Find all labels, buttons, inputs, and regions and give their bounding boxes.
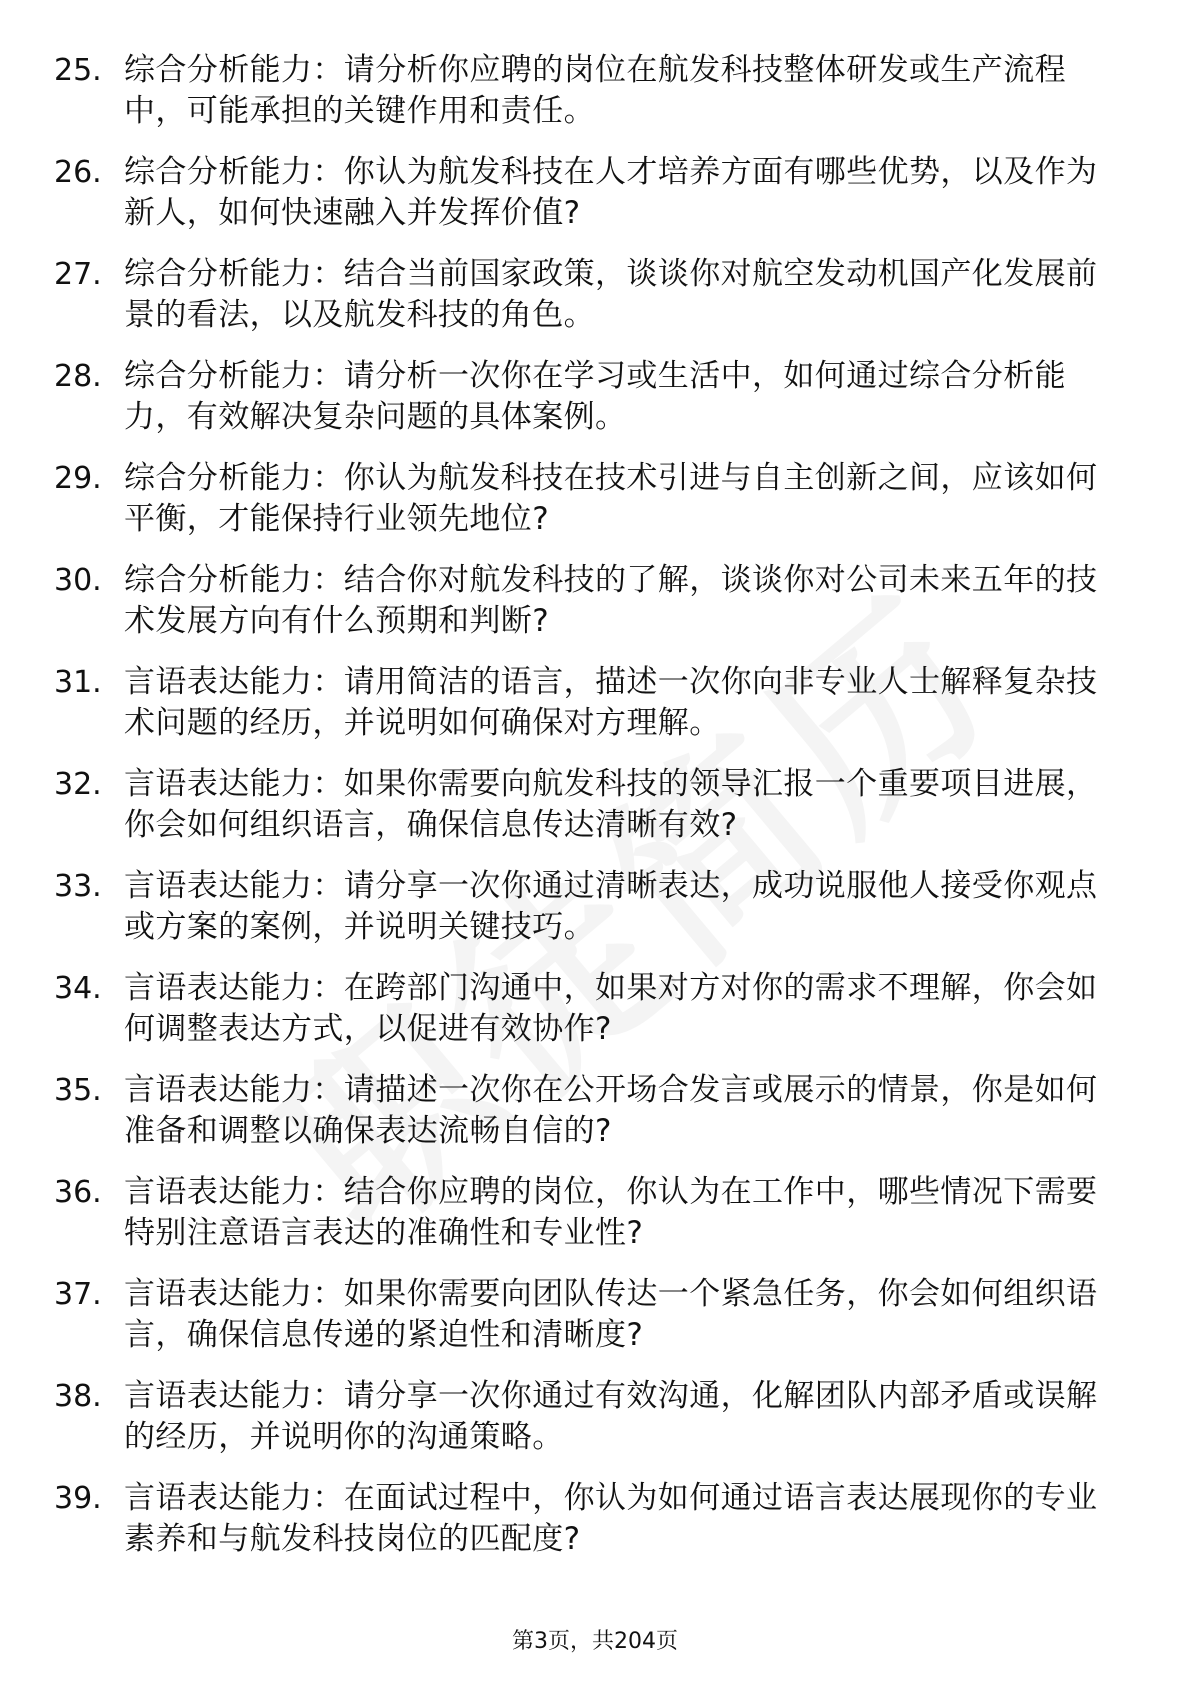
question-text: 言语表达能力：请分享一次你通过有效沟通，化解团队内部矛盾或误解的经历，并说明你的沟通策略。 [124, 1378, 1098, 1455]
question-text: 综合分析能力：结合你对航发科技的了解，谈谈你对公司未来五年的技术发展方向有什么预期和判断? [124, 562, 1098, 639]
page-number: 第3页，共204页 [512, 1629, 678, 1654]
list-item [54, 1070, 1114, 1152]
question-number: 34. [54, 971, 102, 1006]
list-item [54, 1376, 1114, 1458]
question-number: 26. [54, 155, 102, 190]
question-text: 综合分析能力：你认为航发科技在技术引进与自主创新之间，应该如何平衡，才能保持行业领先地位? [124, 460, 1098, 537]
question-number: 28. [54, 359, 102, 394]
question-number: 33. [54, 869, 102, 904]
question-number: 35. [54, 1073, 102, 1108]
list-item [54, 50, 1114, 132]
question-number: 32. [54, 767, 102, 802]
question-number: 39. [54, 1481, 102, 1516]
question-text: 言语表达能力：在面试过程中，你认为如何通过语言表达展现你的专业素养和与航发科技岗位的匹配度? [124, 1480, 1098, 1557]
question-list [54, 50, 1114, 1580]
question-text: 言语表达能力：在跨部门沟通中，如果对方对你的需求不理解，你会如何调整表达方式，以促进有效协作? [124, 970, 1098, 1047]
question-number: 38. [54, 1379, 102, 1414]
question-number: 27. [54, 257, 102, 292]
question-text: 综合分析能力：请分析你应聘的岗位在航发科技整体研发或生产流程中，可能承担的关键作用和责任。 [124, 52, 1066, 129]
question-text: 言语表达能力：如果你需要向团队传达一个紧急任务，你会如何组织语言，确保信息传递的紧迫性和清晰度? [124, 1276, 1098, 1353]
question-text: 言语表达能力：请描述一次你在公开场合发言或展示的情景，你是如何准备和调整以确保表达流畅自信的? [124, 1072, 1098, 1149]
list-item [54, 968, 1114, 1050]
question-number: 29. [54, 461, 102, 496]
question-number: 25. [54, 53, 102, 88]
question-text: 言语表达能力：请用简洁的语言，描述一次你向非专业人士解释复杂技术问题的经历，并说明如何确保对方理解。 [124, 664, 1098, 741]
list-item [54, 458, 1114, 540]
list-item [54, 254, 1114, 336]
question-text: 言语表达能力：如果你需要向航发科技的领导汇报一个重要项目进展，你会如何组织语言，确保信息传达清晰有效? [124, 766, 1098, 843]
question-number: 37. [54, 1277, 102, 1312]
question-number: 30. [54, 563, 102, 598]
question-text: 言语表达能力：结合你应聘的岗位，你认为在工作中，哪些情况下需要特别注意语言表达的准确性和专业性? [124, 1174, 1098, 1251]
list-item [54, 764, 1114, 846]
question-text: 综合分析能力：结合当前国家政策，谈谈你对航空发动机国产化发展前景的看法，以及航发科技的角色。 [124, 256, 1098, 333]
list-item [54, 662, 1114, 744]
list-item [54, 152, 1114, 234]
question-text: 综合分析能力：你认为航发科技在人才培养方面有哪些优势，以及作为新人，如何快速融入并发挥价值? [124, 154, 1098, 231]
question-text: 言语表达能力：请分享一次你通过清晰表达，成功说服他人接受你观点或方案的案例，并说明关键技巧。 [124, 868, 1098, 945]
question-number: 31. [54, 665, 102, 700]
list-item [54, 1274, 1114, 1356]
question-number: 36. [54, 1175, 102, 1210]
list-item [54, 560, 1114, 642]
list-item [54, 1172, 1114, 1254]
list-item [54, 356, 1114, 438]
question-text: 综合分析能力：请分析一次你在学习或生活中，如何通过综合分析能力，有效解决复杂问题的具体案例。 [124, 358, 1066, 435]
list-item [54, 1478, 1114, 1560]
list-item [54, 866, 1114, 948]
